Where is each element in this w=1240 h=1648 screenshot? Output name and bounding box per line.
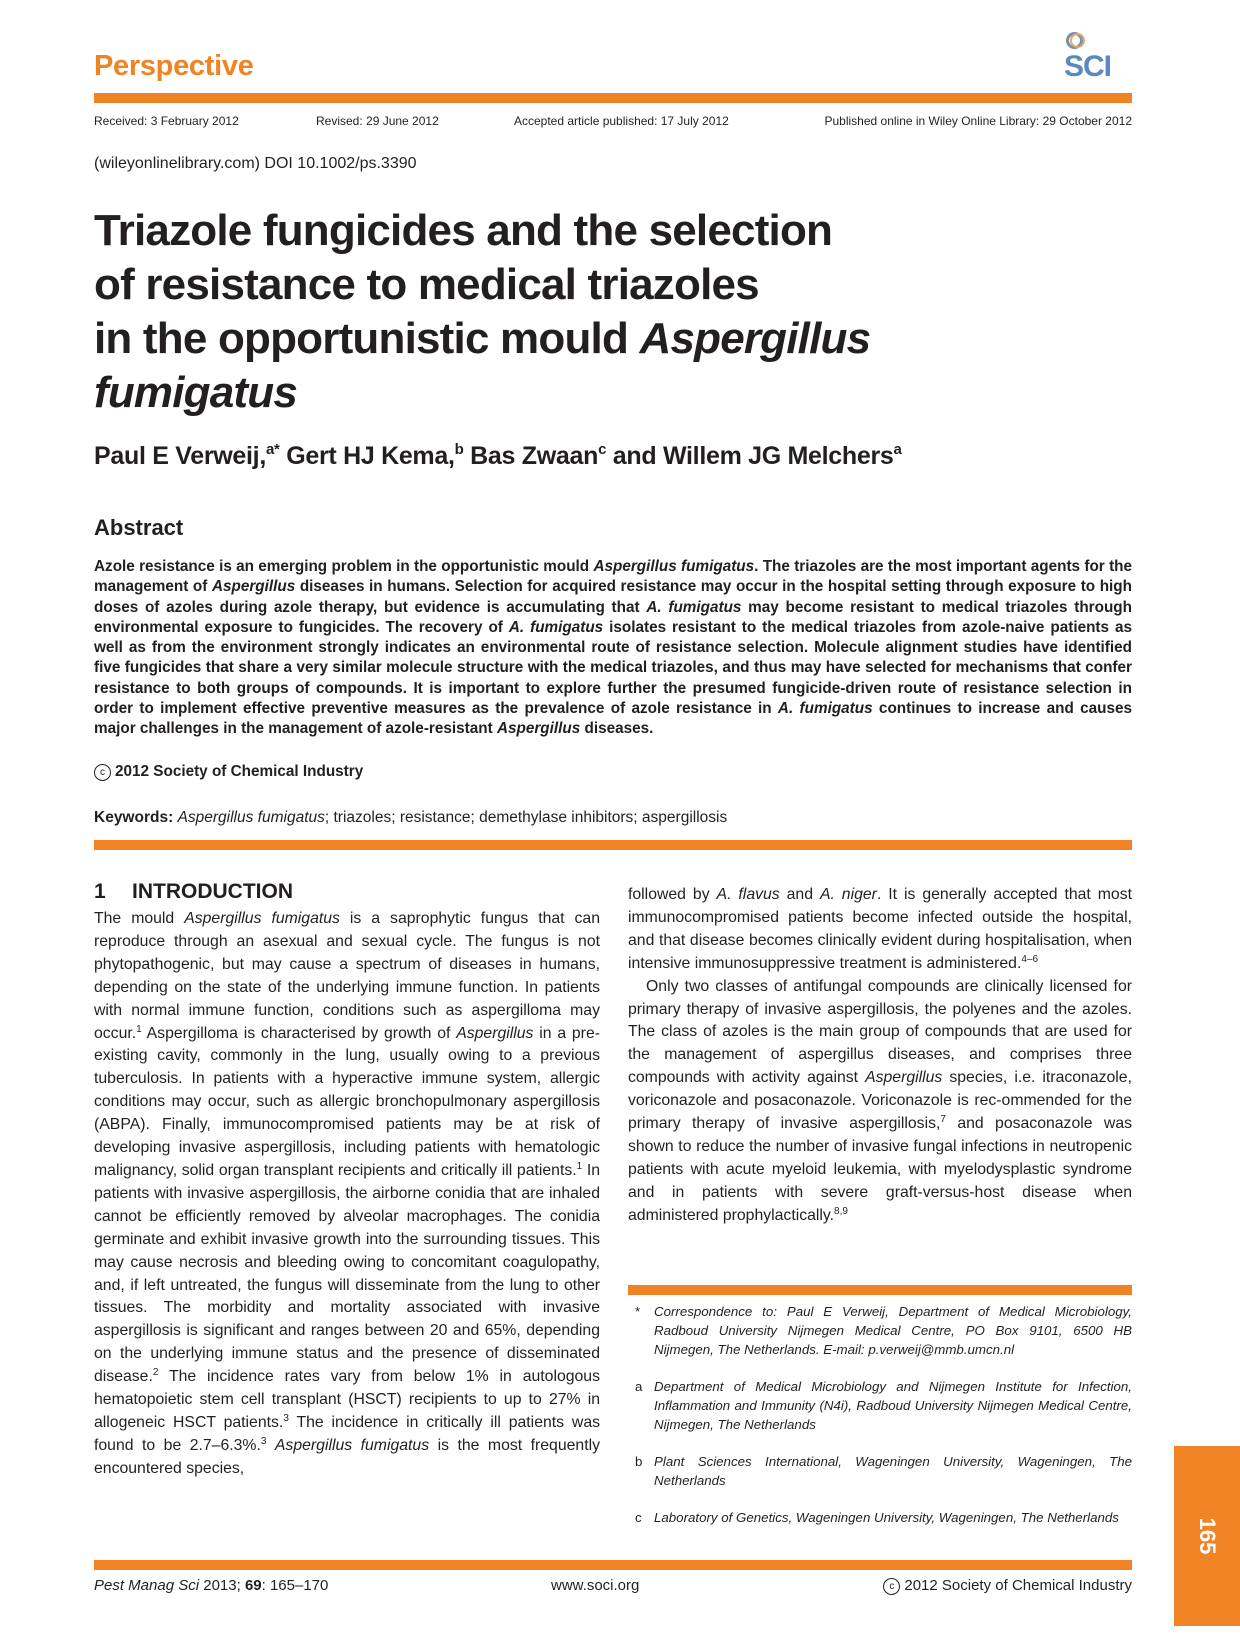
abstract-text <box>94 557 1132 740</box>
footer-rule <box>94 1560 1132 1570</box>
footnote-text: Laboratory of Genetics, Wageningen University, Wageningen, The Netherlands <box>654 1510 1119 1525</box>
abstract-seg: diseases. <box>580 720 654 738</box>
italic-term: Aspergillus fumigatus <box>274 1436 430 1454</box>
citation-ref: 2 <box>152 1367 159 1379</box>
text-run: Aspergilloma is characterised by growth of <box>141 1024 457 1042</box>
abstract-seg: may become resistant to medical triazoles through environmental exposure to fungicides. The recovery of <box>94 598 1132 636</box>
doi-line[interactable]: (wileyonlinelibrary.com) DOI 10.1002/ps.3390 <box>94 155 417 172</box>
citation-ref: 7 <box>940 1114 946 1126</box>
citation-ref: 1 <box>576 1160 583 1172</box>
left-column <box>94 908 600 1481</box>
footnote-text: Department of Medical Microbiology and Nijmegen Institute for Infection, Inflammation and Immunity (N4i), Radboud University Nijmegen Medical Centre, Nijmegen, The Netherlands <box>654 1379 1132 1432</box>
abstract-seg: diseases in humans. Selection for acquired resistance may occur in the hospital setting through exposure to high doses of azoles during azole therapy, but evidence is accumulating that <box>94 578 1132 616</box>
footnote-mark: b <box>635 1454 643 1469</box>
abstract-italic: Aspergillus fumigatus <box>593 558 755 575</box>
abstract-italic: A. fumigatus <box>646 598 742 616</box>
copyright-icon: c <box>94 764 111 781</box>
section-title: INTRODUCTION <box>132 880 293 903</box>
footnote-rule <box>628 1285 1132 1295</box>
keywords <box>94 809 727 827</box>
author-name: Paul E Verweij, <box>94 442 266 470</box>
citation-ref: 1 <box>136 1023 142 1035</box>
text-run: followed by <box>628 886 717 903</box>
title-line <box>94 312 994 366</box>
keywords-label: Keywords: <box>94 809 174 826</box>
date-accepted: Accepted article published: 17 July 2012 <box>514 114 729 128</box>
journal-pages: : 165–170 <box>261 1577 329 1594</box>
text-run: species, i.e. itraconazole, voriconazole and posaconazole. Voriconazole is rec-ommended for the primary therapy of invasive aspergillosis, <box>628 1069 1132 1133</box>
logo-text: SCI <box>1064 50 1112 83</box>
paragraph <box>628 884 1132 976</box>
page-number: 165 <box>1195 1517 1220 1555</box>
footnote-affiliation-c <box>628 1509 1132 1528</box>
abstract-heading: Abstract <box>94 515 184 540</box>
footnote-affiliation-a <box>628 1378 1132 1434</box>
title-line <box>94 366 994 420</box>
footnote-text: Plant Sciences International, Wageningen University, Wageningen, The Netherlands <box>654 1454 1132 1488</box>
citation-ref: 3 <box>260 1435 267 1447</box>
title-line: of resistance to medical triazoles <box>94 260 759 309</box>
title-italic: Aspergillus <box>639 314 871 363</box>
title-line: Triazole fungicides and the selection <box>94 206 833 255</box>
text-run: and <box>779 886 820 903</box>
copyright-icon: c <box>883 1578 900 1595</box>
keywords-list: ; triazoles; resistance; demethylase inhibitors; aspergillosis <box>324 809 728 826</box>
copyright-text: 2012 Society of Chemical Industry <box>115 763 364 780</box>
abstract-seg: isolates resistant to the medical triazoles from azole-naive patients as well as from the environment strongly indicates an environmental route of resistance selection. Molecule alignment studies have identified five fungicides that share a very similar molecule structure with the medical triazoles, and thus may have selected for mechanisms that confer resistance to both groups of compounds. It is important to explore further the presumed fungicide-driven route of resistance selection in order to implement effective preventive measures as the prevalence of azole resistance in <box>94 618 1132 718</box>
italic-term: Aspergillus fumigatus <box>184 910 340 927</box>
copyright-text: 2012 Society of Chemical Industry <box>904 1577 1132 1594</box>
section-label: Perspective <box>94 50 254 82</box>
text-run: In patients with invasive aspergillosis, the airborne conidia that are inhaled cannot be efficiently removed by alveolar macrophages. The conidia germinate and exhibit invasive growth into the surrounding tissues. This may cause necrosis and bleeding owing to concomitant coagulopathy, and, if left untreated, the fungus will disseminate from the lung to other tissues. The morbidity and mortality associated with invasive aspergillosis is significant and ranges between 20 and 65%, depending on the underlying immune status and the presence of disseminated disease. <box>94 1161 600 1386</box>
italic-term: A. niger <box>819 886 877 903</box>
italic-term: A. flavus <box>716 886 780 903</box>
article-title <box>94 204 994 420</box>
abstract-italic: A. fumigatus <box>777 700 873 718</box>
footnote-mark: * <box>635 1304 641 1319</box>
journal-year: 2013; <box>199 1577 245 1594</box>
footnote-correspondence <box>628 1303 1132 1359</box>
author-name: Gert HJ Kema, <box>279 442 455 470</box>
right-column <box>628 884 1132 1228</box>
title-italic: fumigatus <box>94 368 298 417</box>
citation-ref: 3 <box>283 1412 289 1424</box>
section-number: 1 <box>94 880 106 903</box>
text-run: . It is generally accepted that most immunocompromised patients become infected outside the hospital, and that disease becomes clinically evident during hospitalisation, when intensive immunosuppressive treatment is administered. <box>628 886 1132 972</box>
footer-copyright <box>883 1577 1132 1595</box>
footer-url-link[interactable]: www.soci.org <box>551 1577 640 1594</box>
footnote-text: Correspondence to: Paul E Verweij, Department of Medical Microbiology, Radboud University Nijmegen Medical Centre, PO Box 9101, 6500 HB Nijmegen, The Netherlands. E-mail: p.verweij@mmb.umcn.nl <box>654 1304 1132 1357</box>
section-heading <box>94 880 293 904</box>
paragraph <box>94 908 600 1481</box>
author-affiliation: b <box>454 441 464 458</box>
page-number-tab <box>1174 1446 1240 1626</box>
author-name: and Willem JG Melchers <box>606 442 894 470</box>
footnote-mark: c <box>635 1510 642 1525</box>
journal-volume: 69 <box>244 1577 262 1594</box>
abstract-seg: Azole resistance is an emerging problem in the opportunistic mould <box>94 558 594 575</box>
paragraph <box>628 976 1132 1228</box>
author-list <box>94 442 902 471</box>
text-run: in a pre-existing cavity, commonly in the lung, usually owing to a previous tuberculosis. In patients with a hyperactive immune system, allergic conditions may occur, such as allergic bronchopulmonary aspergillosis (ABPA). Finally, immunocompromised patients may be at risk of developing invasive aspergillosis, including patients with hematologic malignancy, solid organ transplant recipients and critically ill patients. <box>94 1024 600 1179</box>
text-run <box>266 1437 274 1454</box>
text-run: is a saprophytic fungus that can reproduce through an asexual and sexual cycle. The fungus is not phytopathogenic, but may cause a spectrum of diseases in humans, depending on the state of the underlying immune function. In patients with normal immune function, conditions such as aspergilloma may occur. <box>94 910 601 1042</box>
abstract-italic: Aspergillus <box>211 578 296 596</box>
abstract-italic: Aspergillus <box>496 720 581 738</box>
date-revised: Revised: 29 June 2012 <box>316 114 439 128</box>
author-affiliation: c <box>598 441 607 458</box>
abstract-seg: . The triazoles are the most important agents for the management of <box>94 558 1133 596</box>
abstract-copyright <box>94 763 363 781</box>
journal-name: Pest Manag Sci <box>94 1577 200 1594</box>
text-run: The mould <box>94 910 185 927</box>
date-published: Published online in Wiley Online Library: 29 October 2012 <box>824 114 1132 128</box>
text-run: Only two classes of antifungal compounds are clinically licensed for primary therapy of invasive aspergillosis, the polyenes and the azoles. The class of azoles is the main group of compounds that are used for the management of aspergillus diseases, and comprises three compounds with activity against <box>628 977 1132 1087</box>
title-text: in the opportunistic mould <box>94 314 640 363</box>
author-affiliation: a* <box>265 441 280 458</box>
logo-ring-accent-icon <box>1070 33 1085 48</box>
author-name: Bas Zwaan <box>463 442 599 470</box>
text-run: is the most frequently encountered species, <box>94 1436 601 1477</box>
abstract-seg: continues to increase and causes major challenges in the management of azole-resistant <box>94 700 1132 738</box>
header-rule <box>94 93 1132 103</box>
date-received: Received: 3 February 2012 <box>94 114 239 128</box>
author-affiliation: a <box>893 441 902 458</box>
footnote-mark: a <box>635 1379 643 1394</box>
italic-term: Aspergillus <box>456 1024 534 1042</box>
sci-logo <box>1064 28 1136 84</box>
text-run: The incidence rates vary from below 1% in autologous hematopoietic stem cell transplant (HSCT) recipients to up to 27% in allogeneic HSCT patients. <box>94 1368 600 1431</box>
text-run: The incidence in critically ill patients was found to be 2.7–6.3%. <box>94 1413 601 1454</box>
keyword-italic: Aspergillus fumigatus <box>177 809 325 826</box>
citation-ref: 8,9 <box>834 1205 848 1217</box>
text-run: and posaconazole was shown to reduce the number of invasive fungal infections in neutropenic patients with acute myeloid leukemia, with myelodysplastic syndrome and in patients with severe graft-versus-host disease when administered prophylactically. <box>628 1115 1132 1224</box>
footer-citation <box>94 1577 328 1594</box>
keywords-rule <box>94 840 1132 850</box>
italic-term: Aspergillus <box>865 1069 943 1087</box>
footnote-affiliation-b <box>628 1453 1132 1491</box>
citation-ref: 4–6 <box>1021 953 1039 965</box>
abstract-italic: A. fumigatus <box>508 618 604 636</box>
